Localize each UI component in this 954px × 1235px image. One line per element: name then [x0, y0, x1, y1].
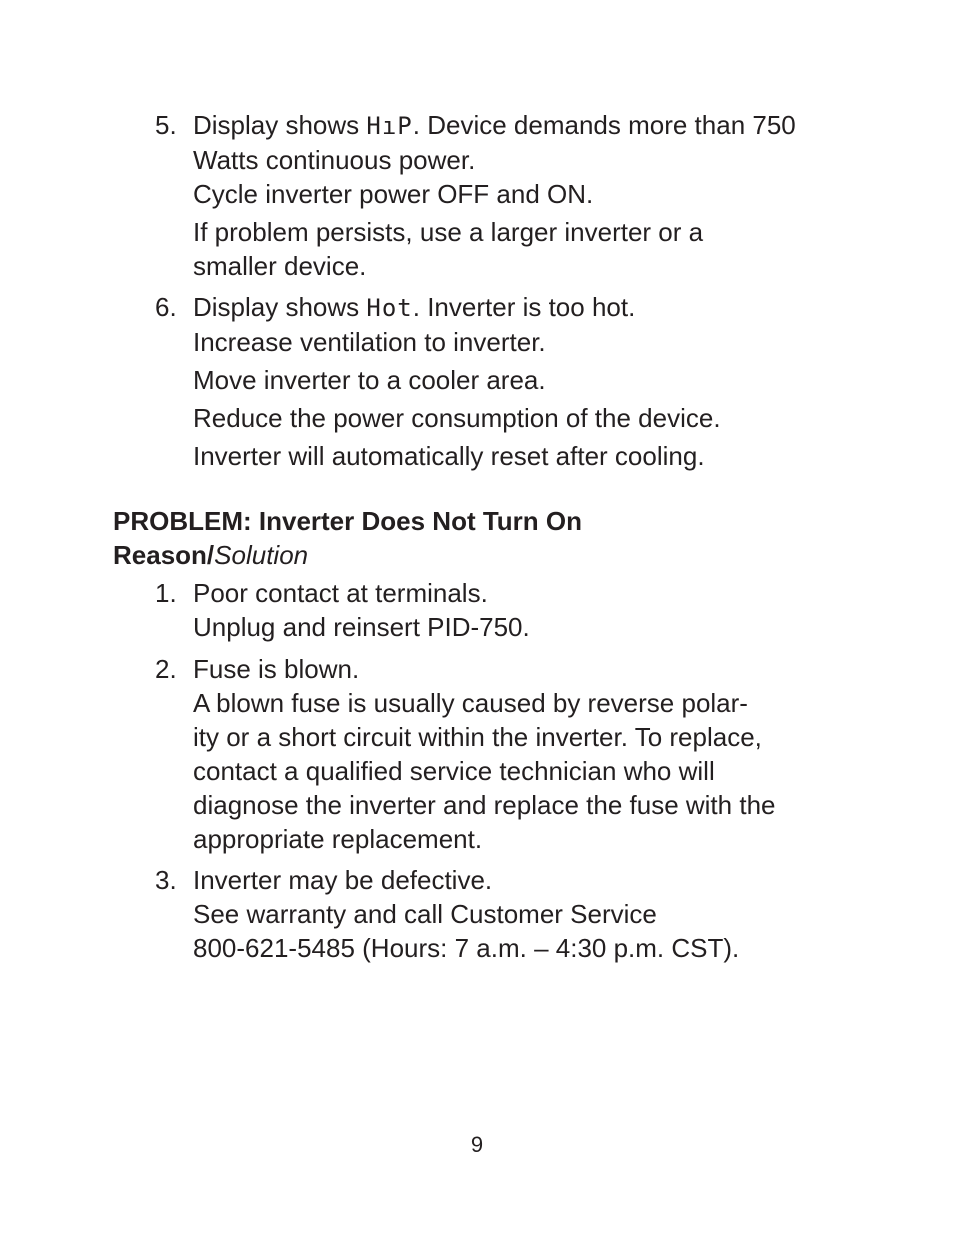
list-item-body: [193, 576, 883, 644]
list-item-body: [193, 108, 883, 283]
list-item-line: Reduce the power consumption of the device.: [193, 403, 721, 433]
display-code-hip: HıP: [366, 112, 413, 140]
list-item-line: Inverter will automatically reset after cooling.: [193, 441, 705, 471]
page-number: 9: [470, 1132, 484, 1157]
list-item-line: diagnose the inverter and replace the fuse with the: [193, 790, 776, 820]
list-item-line: If problem persists, use a larger inverter or a: [193, 217, 704, 247]
display-code-hot: Hot: [366, 294, 413, 322]
list-item-line: ity or a short circuit within the inverter. To replace,: [193, 722, 762, 752]
list-item-line: contact a qualified service technician who will: [193, 756, 715, 786]
list-item-line: Inverter may be defective.: [193, 865, 493, 895]
list-item-body: [193, 652, 883, 856]
list-number: 2.: [155, 654, 177, 684]
list-item-first-line: Display shows HıP. Device demands more than 750: [193, 110, 796, 140]
list-item-line: A blown fuse is usually caused by reverse polar-: [193, 688, 748, 718]
list-number: 5.: [155, 110, 177, 140]
list-item-body: [193, 290, 883, 473]
reason-solution-label: Reason/Solution: [113, 540, 309, 570]
list-item-line: appropriate replacement.: [193, 824, 483, 854]
list-item-line: Move inverter to a cooler area.: [193, 365, 546, 395]
list-item-body: [193, 863, 883, 965]
list-item-line: smaller device.: [193, 251, 367, 281]
list-item-line: Increase ventilation to inverter.: [193, 327, 546, 357]
list-item-line: Fuse is blown.: [193, 654, 360, 684]
problem-heading: PROBLEM: Inverter Does Not Turn On: [113, 506, 582, 536]
list-number: 1.: [155, 578, 177, 608]
list-item-line: Watts continuous power.: [193, 145, 476, 175]
list-item-line: 800-621-5485 (Hours: 7 a.m. – 4:30 p.m. CST).: [193, 933, 740, 963]
list-number: 3.: [155, 865, 177, 895]
list-item-line: See warranty and call Customer Service: [193, 899, 657, 929]
list-item-first-line: Display shows Hot. Inverter is too hot.: [193, 292, 636, 322]
list-item-line: Poor contact at terminals.: [193, 578, 488, 608]
list-item-line: Cycle inverter power OFF and ON.: [193, 179, 594, 209]
list-number: 6.: [155, 292, 177, 322]
list-item-line: Unplug and reinsert PID-750.: [193, 612, 530, 642]
